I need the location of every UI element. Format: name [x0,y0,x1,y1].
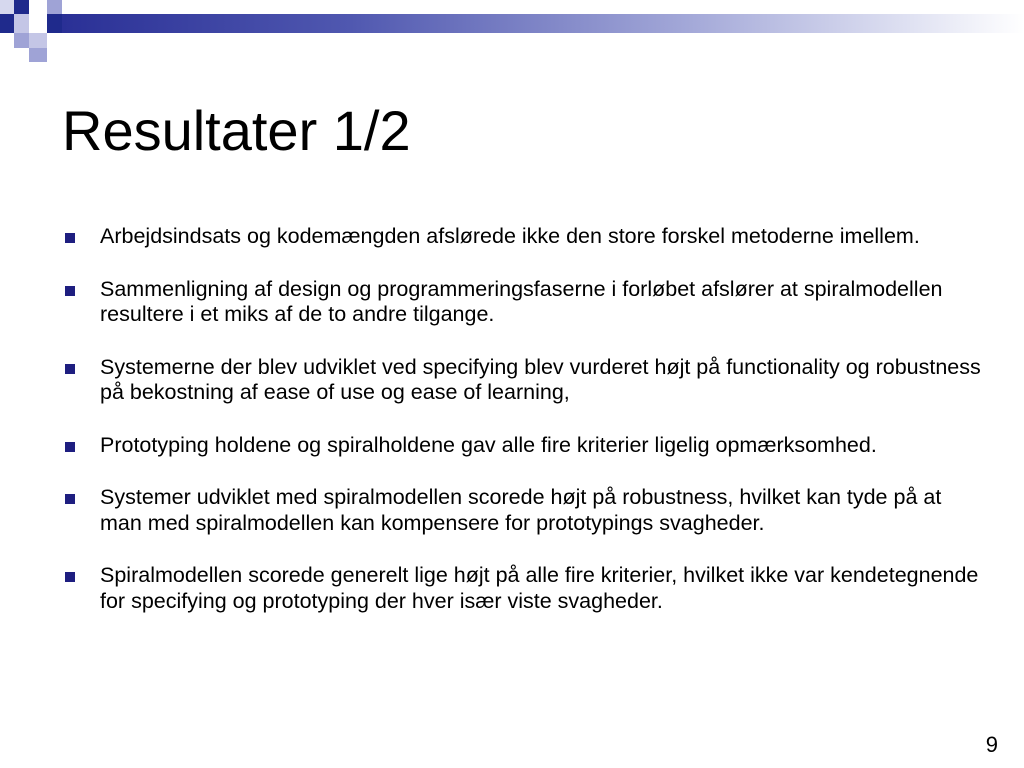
bullet-text: Sammenligning af design og programmeringsfaserne i forløbet afslører at spiralmodellen resultere i et miks af de to andre tilgange. [100,276,943,326]
deco-square [29,48,47,62]
header-decoration [0,0,1024,64]
square-bullet-icon [65,233,75,243]
bullet-item [62,355,982,406]
bullet-item [62,277,982,328]
bullet-text: Spiralmodellen scorede generelt lige højt på alle fire kriterier, hvilket ikke var kendetegnende for specifying og prototyping der hver især viste svagheder. [100,563,979,613]
square-bullet-icon [65,494,75,504]
deco-square [14,14,29,33]
header-gradient-band [62,14,1024,33]
square-bullet-icon [65,286,75,296]
bullet-list [62,224,982,614]
bullet-item [62,433,982,459]
deco-square [47,0,62,14]
deco-square [29,33,47,48]
square-bullet-icon [65,572,75,582]
bullet-item [62,224,982,250]
square-bullet-icon [65,442,75,452]
bullet-text: Systemer udviklet med spiralmodellen scorede højt på robustness, hvilket kan tyde på at man med spiralmodellen kan kompensere for prototypings svagheder. [100,485,942,535]
bullet-text: Prototyping holdene og spiralholdene gav alle fire kriterier ligelig opmærksomhed. [100,432,877,457]
page-number: 9 [985,732,998,757]
deco-square [14,0,29,14]
deco-square [29,14,47,33]
bullet-text: Arbejdsindsats og kodemængden afslørede ikke den store forskel metoderne imellem. [100,224,920,248]
deco-square [47,14,62,33]
deco-square [14,33,29,48]
square-bullet-icon [65,364,75,374]
deco-square [0,0,14,14]
deco-square [0,14,14,33]
bullet-text: Systemerne der blev udviklet ved specifying blev vurderet højt på functionality og robustness på bekostning af ease of use og ease of learning, [100,354,981,404]
bullet-item [62,485,982,536]
slide-title: Resultater 1/2 [62,99,411,162]
bullet-item [62,563,982,614]
